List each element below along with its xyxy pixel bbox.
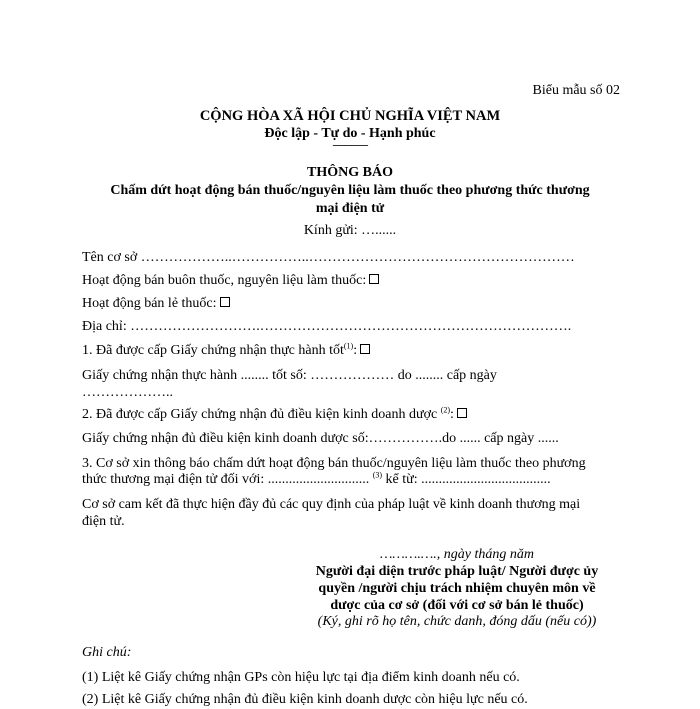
item1-detail-line1: Giấy chứng nhận thực hành ........ tốt số: ……………… do ........ cấp ngày	[82, 368, 497, 383]
document-title: THÔNG BÁO	[307, 165, 393, 180]
item2-row	[82, 407, 467, 424]
item2-colon: :	[450, 407, 454, 422]
item3-line1: 3. Cơ sở xin thông báo chấm dứt hoạt động bán thuốc/nguyên liệu làm thuốc theo phương	[82, 456, 586, 471]
wholesale-label: Hoạt động bán buôn thuốc, nguyên liệu làm thuốc:	[82, 273, 367, 288]
signature-date: ……….…., ngày tháng năm	[379, 547, 534, 562]
retail-checkbox[interactable]	[220, 297, 230, 307]
item3-line2	[82, 472, 551, 489]
note-1: (1) Liệt kê Giấy chứng nhận GPs còn hiệu lực tại địa điểm kinh doanh nếu có.	[82, 670, 520, 685]
item1-row	[82, 343, 370, 360]
signatory-role-line2: quyền /người chịu trách nhiệm chuyên môn về	[318, 581, 596, 596]
business-name-field: Tên cơ sở ………………..……………..…………………………………………………	[82, 250, 575, 265]
item1-footnote-ref: (1)	[343, 341, 354, 351]
item1-checkbox[interactable]	[360, 344, 370, 354]
item2-label: 2. Đã được cấp Giấy chứng nhận đủ điều kiện kinh doanh dược	[82, 407, 438, 422]
item3-footnote-ref: (3)	[372, 470, 383, 480]
retail-label: Hoạt động bán lẻ thuốc:	[82, 296, 217, 311]
national-motto: Độc lập - Tự do - Hạnh phúc	[264, 126, 436, 141]
item3-line2-prefix: thức thương mại điện tử đối với: .............................	[82, 472, 370, 487]
retail-row	[82, 296, 230, 313]
notes-heading: Ghi chú:	[82, 645, 132, 660]
item1-colon: :	[353, 343, 358, 358]
wholesale-checkbox[interactable]	[369, 274, 379, 284]
document-subtitle-line1: Chấm dứt hoạt động bán thuốc/nguyên liệu làm thuốc theo phương thức thương	[110, 183, 590, 198]
item2-detail: Giấy chứng nhận đủ điều kiện kinh doanh dược số:…………….do ...... cấp ngày ......	[82, 431, 559, 446]
addressee: Kính gửi: …......	[303, 223, 397, 238]
address-field: Địa chỉ: ……………………….………………………………………………………….	[82, 319, 572, 334]
signatory-role-line3: dược của cơ sở (đối với cơ sở bán lẻ thuốc)	[330, 598, 584, 613]
signature-instruction: (Ký, ghi rõ họ tên, chức danh, đóng dấu (nếu có))	[317, 614, 597, 629]
header-divider: ---------------	[332, 140, 368, 151]
item2-footnote-ref: (2)	[440, 405, 451, 415]
nation-title: CỘNG HÒA XÃ HỘI CHỦ NGHĨA VIỆT NAM	[199, 108, 501, 124]
wholesale-row	[82, 273, 379, 290]
signatory-role-line1: Người đại diện trước pháp luật/ Người được ủy	[315, 564, 599, 579]
form-number: Biểu mẫu số 02	[532, 83, 620, 98]
item1-detail-line2: ………………..	[82, 385, 173, 400]
commitment-line2: điện tử.	[82, 514, 125, 529]
item1-label: 1. Đã được cấp Giấy chứng nhận thực hành tốt	[82, 343, 344, 358]
item3-line2-suffix: kể từ: .....................................	[385, 472, 551, 487]
commitment-line1: Cơ sở cam kết đã thực hiện đầy đủ các quy định của pháp luật về kinh doanh thương mại	[82, 497, 581, 512]
item2-checkbox[interactable]	[457, 408, 467, 418]
document-subtitle-line2: mại điện tử	[315, 201, 385, 216]
note-2: (2) Liệt kê Giấy chứng nhận đủ điều kiện kinh doanh dược còn hiệu lực nếu có.	[82, 692, 528, 707]
